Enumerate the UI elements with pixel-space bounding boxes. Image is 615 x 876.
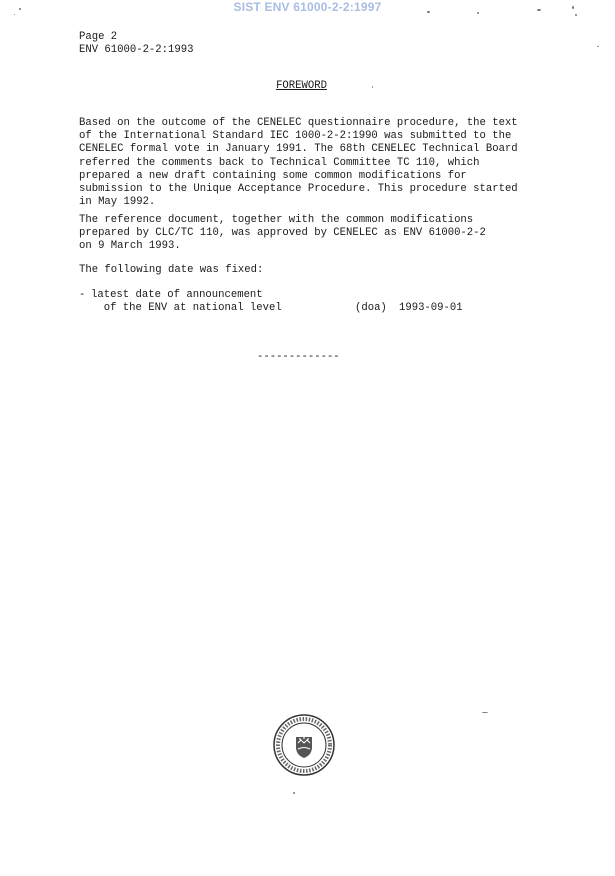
page-title: FOREWORD [276, 80, 327, 92]
watermark: SIST ENV 61000-2-2:1997 [233, 0, 382, 14]
foreword-paragraph-2: The reference document, together with the common modifications prepared by CLC/TC 110, was approved by CENELEC as ENV 61000-2-2 on 9 March 1993. [79, 214, 486, 253]
scan-speck [477, 12, 479, 14]
scan-speck [537, 9, 541, 11]
foreword-paragraph-1: Based on the outcome of the CENELEC questionnaire procedure, the text of the International Standard IEC 1000-2-2:1990 was submitted to the CENELEC formal vote in January 1991. The 68th CENELEC Technical Board referred the comments back to Technical Committee TC 110, which prepared a new draft containing some common modifications for submission to the Unique Acceptance Procedure. This procedure started in May 1992. [79, 117, 518, 209]
date-description: latest date of announcement of the ENV at national level [91, 289, 282, 315]
dates-list [79, 289, 499, 315]
page-number: Page 2 [79, 31, 118, 43]
scan-speck [597, 46, 599, 47]
scan-speck [14, 14, 15, 15]
list-bullet: - [79, 289, 86, 301]
separator-line: ------------- [257, 351, 340, 363]
scan-speck [427, 11, 430, 13]
stamp-seal-icon [272, 713, 336, 777]
scan-speck [572, 6, 574, 9]
page-header [79, 31, 193, 56]
date-code: (doa) [355, 302, 387, 315]
date-value: 1993-09-01 [399, 302, 463, 315]
scan-speck [482, 712, 488, 713]
foreword-paragraph-3: The following date was fixed: [79, 264, 264, 276]
document-id: ENV 61000-2-2:1993 [79, 43, 194, 56]
scan-speck [19, 8, 21, 10]
list-item [79, 289, 499, 315]
scan-speck [575, 14, 577, 16]
scan-speck [372, 86, 373, 88]
scan-speck [293, 792, 295, 794]
